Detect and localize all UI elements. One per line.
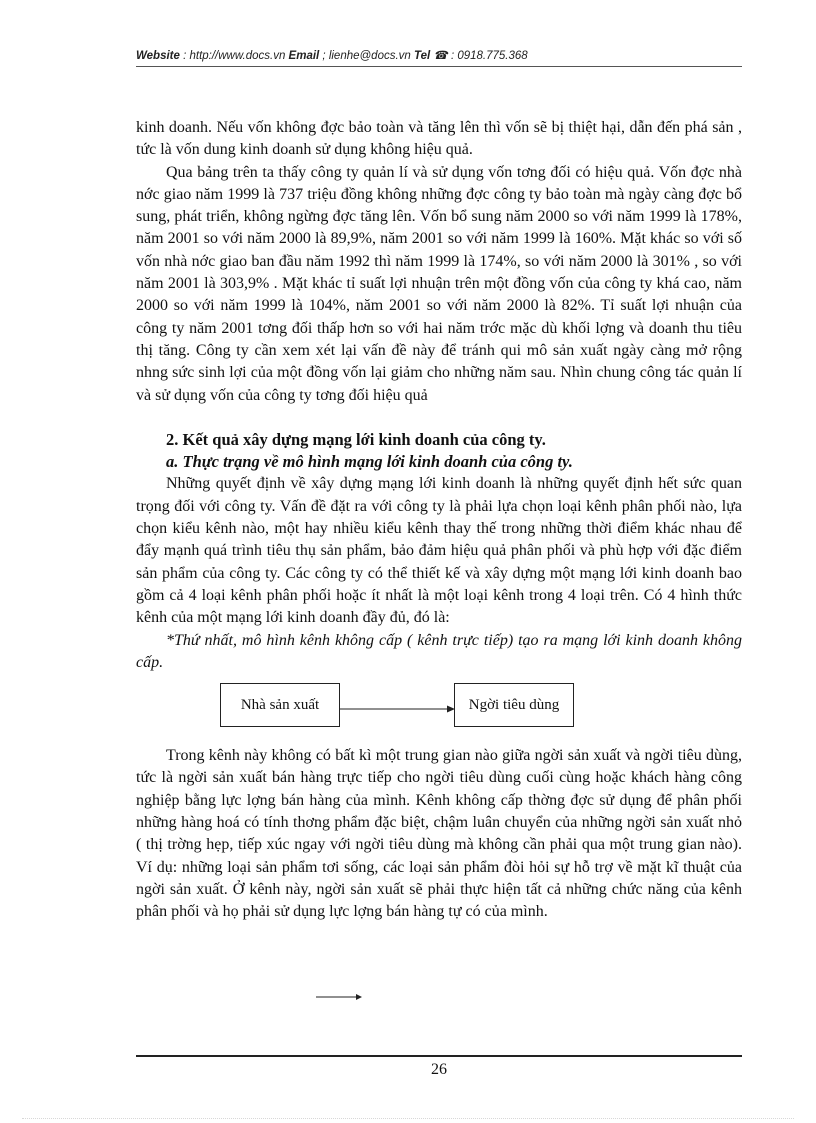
producer-box (220, 683, 340, 727)
paragraph-capital-conclusion: kinh doanh. Nếu vốn không đợc bảo toàn và tăng lên thì vốn sẽ bị thiệt hại, dẫn đến phá sản , tức là vốn dung kinh doanh sử dụng không hiệu quả. (136, 119, 742, 159)
consumer-box (454, 683, 574, 727)
website-value[interactable]: : http://www.docs.vn (179, 50, 289, 62)
document-body (136, 117, 742, 924)
page-header (136, 48, 742, 62)
flow-arrow-icon (339, 704, 455, 714)
producer-label: Nhà sản xuất (240, 696, 320, 713)
header-divider (136, 66, 742, 67)
bottom-dotted-line (22, 1118, 794, 1119)
phone-icon: ☎ (433, 50, 448, 62)
paragraph-direct-channel-detail: Trong kênh này không có bất kì một trung gian nào giữa ngời sản xuất và ngời tiêu dùng, tức là ngời sản xuất bán hàng trực tiếp cho ngời tiêu dùng cuối cùng hoặc khách hàng công nghiệp bằng lực lợng bán hàng của mình. Kênh không cấp thờng đợc sử dụng để phân phối những hàng hoá có tính thơng phẩm đặc biệt, chậm luân chuyển của những ngời sản xuất nhỏ ( thị trờng hẹp, tiếp xúc ngay với ngời tiêu dùng mà không cần phải qua một trung gian nào). Ví dụ: những loại sản phẩm tơi sống, các loại sản phẩm đòi hỏi sự hỗ trợ về mặt kĩ thuật của ngời sản xuất. Ở kênh này, ngời sản xuất sẽ phải thực hiện tất cả những chức năng của kênh phân phối và họ phải sử dụng lực lợng bán hàng tự có của mình. (136, 747, 742, 921)
channel-diagram (136, 677, 742, 741)
footer-divider (136, 1055, 742, 1057)
email-label: Email (288, 50, 320, 62)
stray-arrow-icon (316, 993, 362, 1001)
paragraph-direct-channel: *Thứ nhất, mô hình kênh không cấp ( kênh trực tiếp) tạo ra mạng lới kinh doanh không cấp. (136, 631, 742, 671)
paragraph-capital-analysis: Qua bảng trên ta thấy công ty quản lí và sử dụng vốn tơng đối có hiệu quả. Vốn đợc nhà nớc giao năm 1999 là 737 triệu đồng không những đợc công ty bảo toàn mà ngày càng đợc bổ sung, phát triển, không ngừng đợc tăng lên. Vốn bổ sung năm 2000 so với năm 1999 là 178%, năm 2001 so với năm 2000 là 89,9%, năm 2001 so với năm 1999 là 160%. Mặt khác so với số vốn nhà nớc giao ban đầu năm 1992 thì năm 1999 là 174%, so với năm 2000 là 301% , so với năm 2001 là 303,9% . Mặt khác tỉ suất lợi nhuận trên một đồng vốn của công ty khá cao, năm 2000 so với năm 1999 là 104%, năm 2001 so với năm 2000 là 82%. Tỉ suất lợi nhuận của công ty năm 2001 tơng đối thấp hơn so với hai năm trớc mặc dù khối lợng và doanh thu tiêu thị tăng. Công ty cần xem xét lại vấn đề này để tránh qui mô sản xuất ngày càng mở rộng nhng sức sinh lợi của một đồng vốn lại giảm cho những năm sau. Nhìn chung công tác quản lí và sử dụng vốn của công ty tơng đối hiệu quả (136, 163, 742, 404)
spacer (136, 407, 742, 429)
consumer-label: Ngời tiêu dùng (468, 696, 560, 713)
subsection-heading: a. Thực trạng về mô hình mạng lới kinh doanh của công ty. (166, 452, 573, 472)
tel-label: Tel (414, 50, 431, 62)
paragraph-network-intro: Những quyết định về xây dựng mạng lới kinh doanh là những quyết định hết sức quan trọng đối với công ty. Vấn đề đặt ra với công ty là phải lựa chọn loại kênh phân phối nào, lựa chọn kiểu kênh nào, một hay nhiều kiểu kênh thay thế trong những thời điểm khác nhau để đẩy mạnh quá trình tiêu thụ sản phẩm, bảo đảm hiệu quả phân phối và phù hợp với đặc điểm sản phẩm của công ty. Các công ty có thể thiết kế và xây dựng một mạng lới kinh doanh bao gồm cả 4 loại kênh phân phối hoặc ít nhất là một loại kênh trong 4 loại trên. Có 4 hình thức kênh của một mạng lới kinh doanh đầy đủ, đó là: (136, 475, 742, 627)
website-label: Website (136, 50, 180, 62)
section-heading: 2. Kết quả xây dựng mạng lới kinh doanh của công ty. (166, 429, 546, 449)
page-number: 26 (431, 1061, 447, 1078)
tel-value: : 0918.775.368 (447, 50, 528, 62)
email-value[interactable]: ; lienhe@docs.vn (319, 50, 415, 62)
